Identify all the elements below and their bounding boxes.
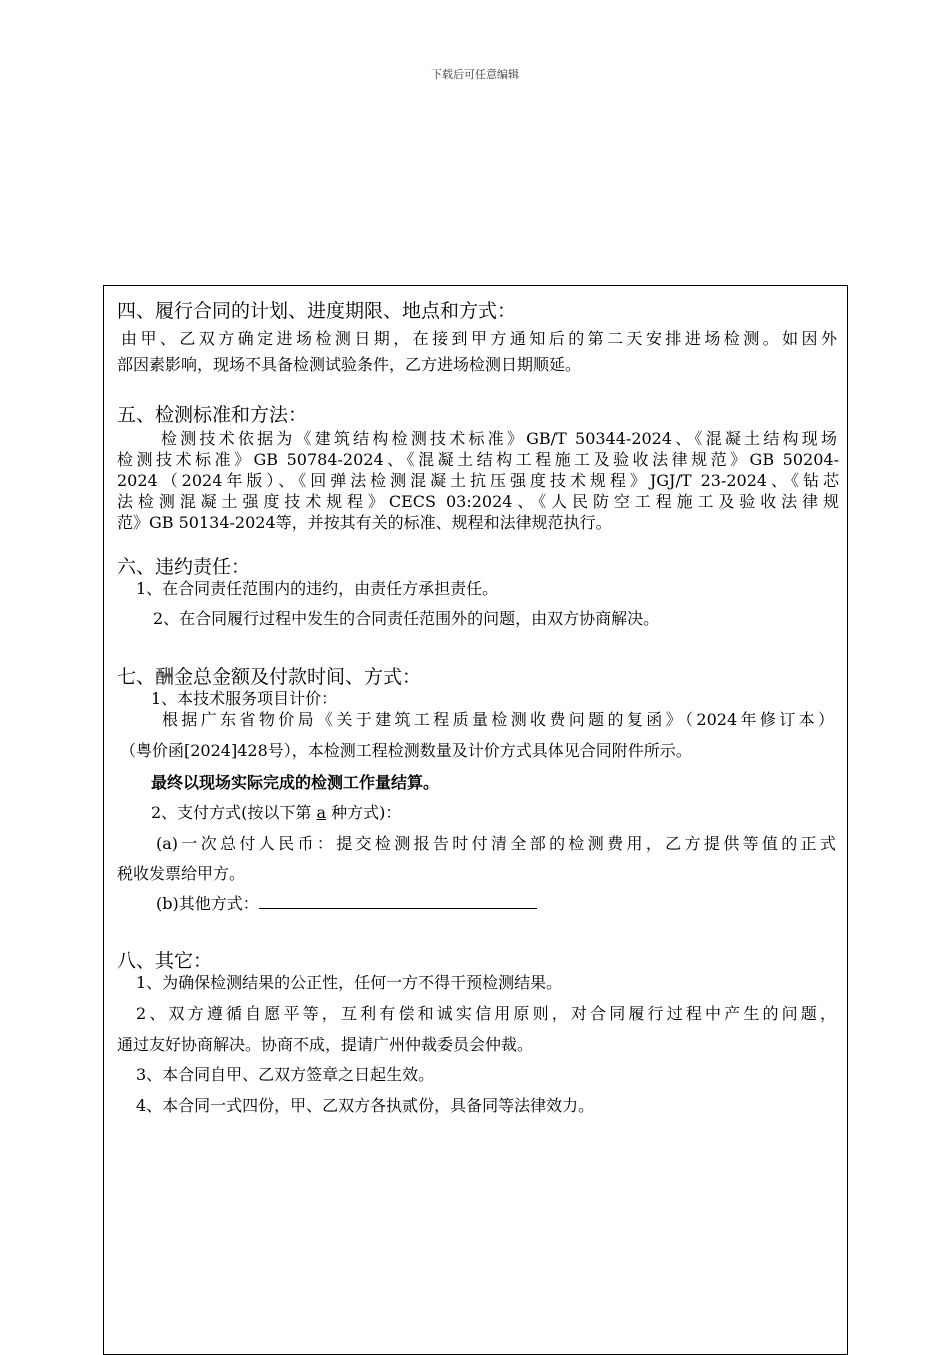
section-7-option-b: [156, 893, 878, 915]
section-5-line-3: 2024（2024年版）、《回弹法检测混凝土抗压强度技术规程》JGJ/T 23-2024、《钻芯: [117, 471, 839, 490]
payment-choice: a: [316, 803, 327, 822]
section-8-title: 八、其它：: [117, 950, 213, 972]
option-b-blank-line: [259, 894, 537, 909]
section-7-title: 七、酬金总金额及付款时间、方式：: [117, 666, 422, 688]
section-5-title: 五、检测标准和方法：: [117, 404, 308, 426]
section-6-item-1: 1、在合同责任范围内的违约，由责任方承担责任。: [136, 579, 499, 598]
section-5-line-1: 检测技术依据为《建筑结构检测技术标准》GB/T 50344-2024、《混凝土结构现场: [161, 429, 837, 448]
section-8-item-2-line-1: 2、双方遵循自愿平等，互利有偿和诚实信用原则，对合同履行过程中产生的问题，: [136, 1004, 836, 1023]
section-5-line-4: 法检测混凝土强度技术规程》CECS 03:2024、《人民防空工程施工及验收法律规: [117, 492, 839, 511]
payment-prefix: 2、支付方式(按以下第: [151, 803, 312, 822]
section-8-item-2-line-2: 通过友好协商解决。协商不成，提请广州仲裁委员会仲裁。: [117, 1035, 534, 1054]
section-6-title: 六、违约责任：: [117, 556, 251, 578]
section-7-bold-note: 最终以现场实际完成的检测工作量结算。: [151, 773, 440, 792]
option-b-label: (b)其他方式：: [156, 894, 259, 913]
section-7-option-a-line-2: 税收发票给甲方。: [117, 864, 246, 883]
section-7-basis-line-1: 根据广东省物价局《关于建筑工程质量检测收费问题的复函》（2024年修订本）: [162, 710, 834, 729]
section-7-payment-method: [151, 802, 873, 824]
payment-suffix: 种方式)：: [331, 803, 402, 822]
section-6-item-2: 2、在合同履行过程中发生的合同责任范围外的问题，由双方协商解决。: [153, 609, 660, 628]
section-7-option-a-line-1: (a)一次总付人民币：提交检测报告时付清全部的检测费用，乙方提供等值的正式: [156, 834, 836, 853]
section-4-line-2: 部因素影响，现场不具备检测试验条件，乙方进场检测日期顺延。: [117, 355, 582, 374]
section-4-line-1: 由甲、乙双方确定进场检测日期，在接到甲方通知后的第二天安排进场检测。如因外: [121, 329, 837, 348]
header-note: 下载后可任意编辑: [431, 68, 519, 81]
section-7-basis-line-2: （粤价函[2024]428号），本检测工程检测数量及计价方式具体见合同附件所示。: [120, 741, 692, 760]
section-8-item-1: 1、为确保检测结果的公正性，任何一方不得干预检测结果。: [136, 973, 563, 992]
section-5-line-2: 检测技术标准》GB 50784-2024、《混凝土结构工程施工及验收法律规范》GB 50204-: [117, 450, 839, 469]
section-5-line-5: 范》GB 50134-2024等，并按其有关的标准、规程和法律规范执行。: [117, 513, 612, 532]
section-8-item-3: 3、本合同自甲、乙双方签章之日起生效。: [136, 1065, 435, 1084]
section-7-item-1: 1、本技术服务项目计价：: [151, 689, 338, 708]
section-8-item-4: 4、本合同一式四份，甲、乙双方各执贰份，具备同等法律效力。: [136, 1096, 595, 1115]
section-4-title: 四、履行合同的计划、进度期限、地点和方式：: [117, 300, 517, 322]
